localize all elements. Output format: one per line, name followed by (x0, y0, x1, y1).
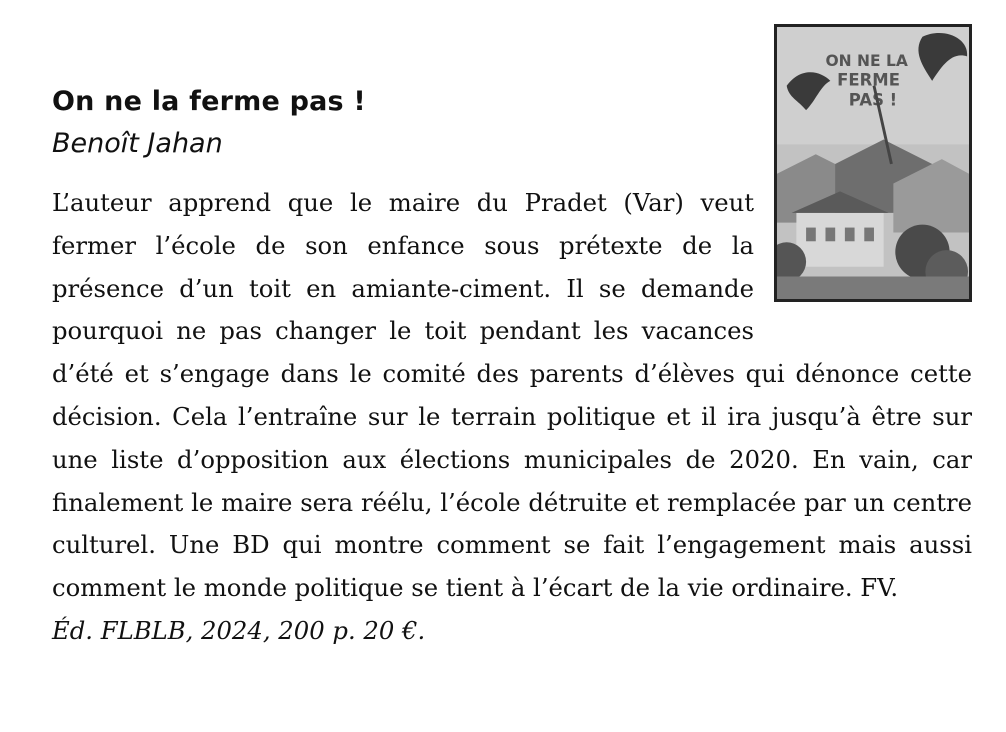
publication-info: Éd. FLBLB, 2024, 200 p. 20 €. (52, 615, 426, 645)
cover-illustration (777, 27, 969, 299)
book-review (52, 52, 972, 653)
svg-text:PAS !: PAS ! (848, 90, 898, 110)
review-body: L’auteur apprend que le maire du Pradet (Var) veut fermer l’école de son enfance sous prétexte de la présence d’un toit en amiante-ciment. Il se demande pourquoi ne pas changer le toit pendant les vacances d’été et s’engage dans le comité des parents d’élèves qui dénonce cette décision. Cela l’entraîne sur le terrain politique et il ira jusqu’à être sur une liste d’opposition aux élections municipales de 2020. En vain, car finalement le maire sera réélu, l’école détruite et remplacée par un centre culturel. Une BD qui montre comment se fait l’engagement mais aussi comment le monde politique se tient à l’écart de la vie ordinaire. FV. (52, 188, 972, 603)
book-title: On ne la ferme pas ! (52, 86, 366, 117)
book-author: Benoît Jahan (52, 128, 223, 159)
book-cover-image (774, 24, 972, 302)
svg-text:ON NE LA: ON NE LA (825, 52, 908, 71)
svg-text:FERME: FERME (837, 70, 900, 90)
